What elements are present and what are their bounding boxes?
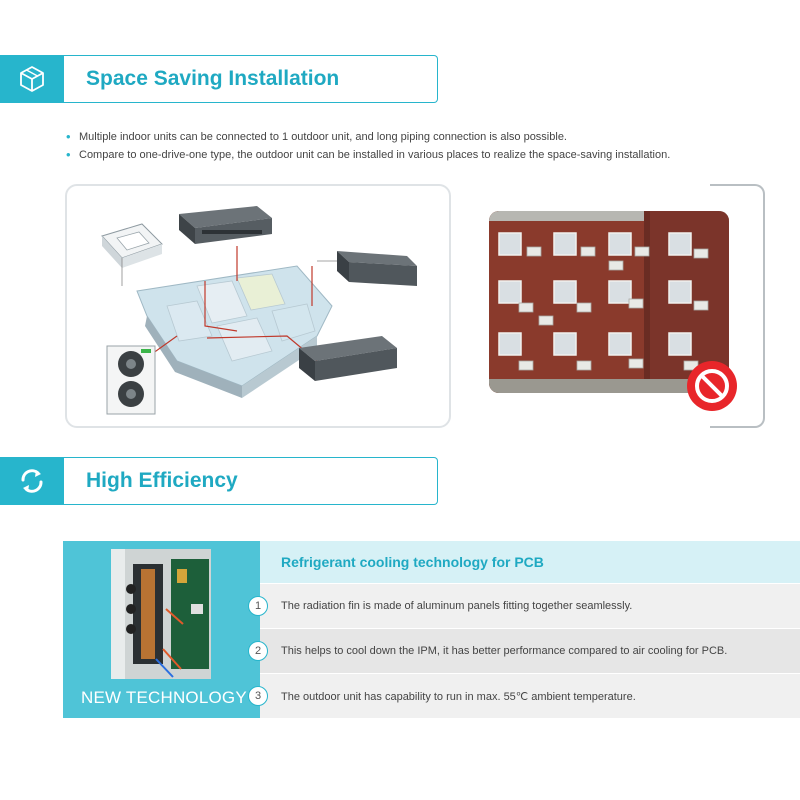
step-number: 1 (248, 596, 268, 616)
section-header-space-saving (0, 55, 438, 103)
list-item-text: The radiation fin is made of aluminum panels fitting together seamlessly. (281, 600, 633, 612)
bullet-item: • Compare to one-drive-one type, the outdoor unit can be installed in various places to realize the space-saving installation. (66, 146, 786, 164)
prohibited-icon (686, 360, 738, 412)
list-item-text: This helps to cool down the IPM, it has better performance compared to air cooling for PCB. (281, 645, 728, 657)
cycle-arrows-icon (0, 457, 64, 505)
list-item-text: The outdoor unit has capability to run in max. 55℃ ambient temperature. (281, 690, 636, 703)
feature-bullets (66, 128, 786, 164)
step-number: 2 (248, 641, 268, 661)
cube-icon (0, 55, 64, 103)
section-title: Space Saving Installation (64, 55, 438, 103)
section-title: High Efficiency (64, 457, 438, 505)
new-technology-label: NEW TECHNOLOGY (81, 688, 247, 707)
step-number: 3 (248, 686, 268, 706)
installation-diagram (65, 184, 451, 428)
technology-details (254, 541, 800, 718)
list-item (254, 583, 800, 628)
list-item (254, 628, 800, 673)
section-header-high-efficiency (0, 457, 438, 505)
list-item (254, 673, 800, 718)
new-technology-panel (63, 541, 260, 718)
pcb-photo (111, 549, 211, 679)
technology-title: Refrigerant cooling technology for PCB (260, 541, 800, 583)
bullet-item: • Multiple indoor units can be connected to 1 outdoor unit, and long piping connection is also possible. (66, 128, 786, 146)
